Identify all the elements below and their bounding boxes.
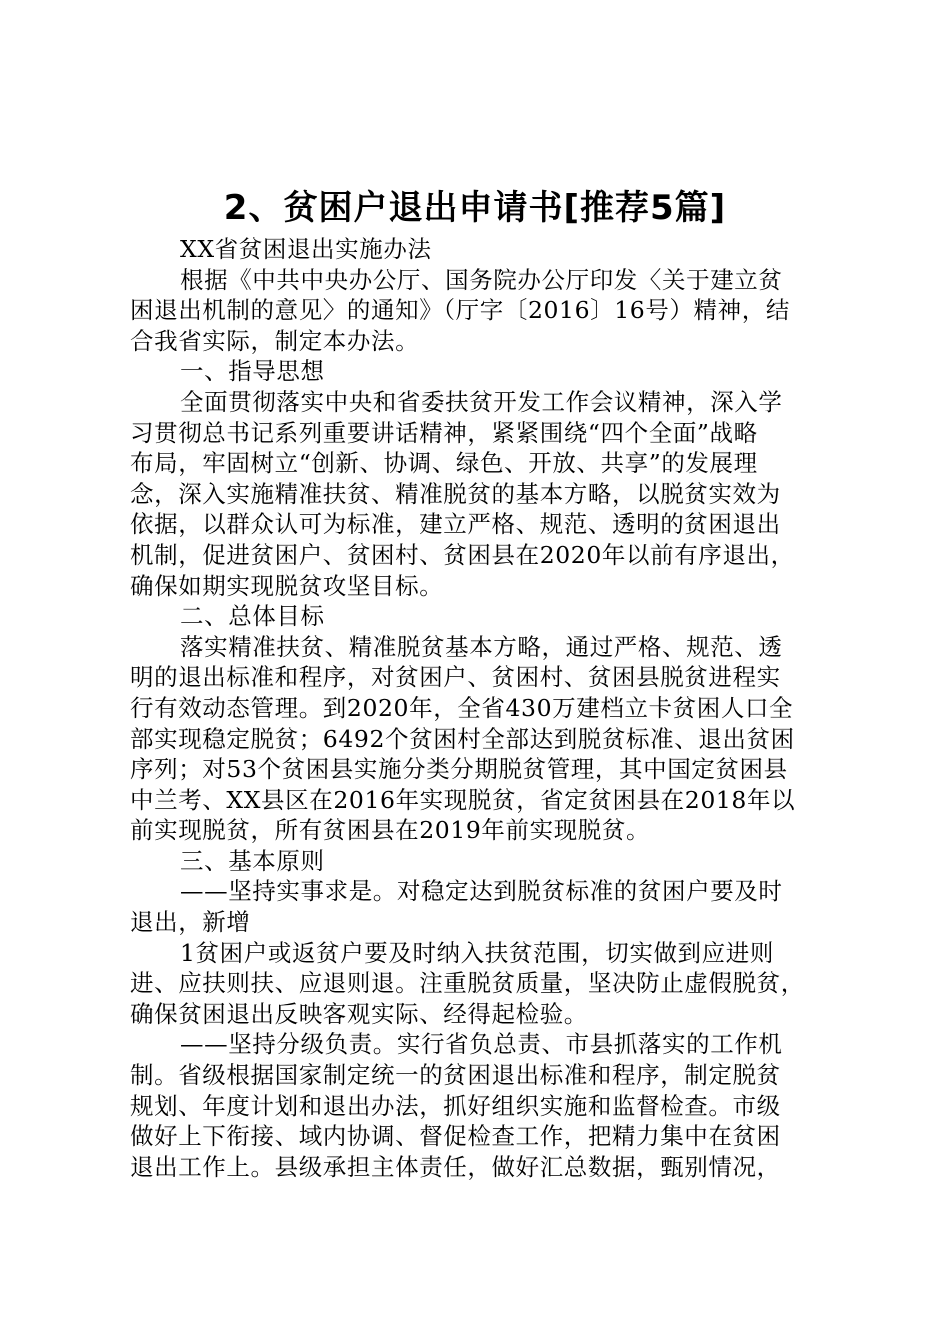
- body-line: 落实精准扶贫、精准脱贫基本方略，通过严格、规范、透: [180, 632, 783, 661]
- body-line: 二、总体目标: [180, 602, 325, 631]
- body-line: 退出工作上。县级承担主体责任，做好汇总数据，甄别情况，: [130, 1152, 781, 1181]
- body-line: 明的退出标准和程序，对贫困户、贫困村、贫困县脱贫进程实: [130, 663, 781, 692]
- body-line: 习贯彻总书记系列重要讲话精神，紧紧围绕“四个全面”战略: [130, 418, 758, 447]
- document-body: [130, 234, 830, 1182]
- body-line: 序列；对53个贫困县实施分类分期脱贫管理，其中国定贫困县: [130, 755, 788, 784]
- body-line: 前实现脱贫，所有贫困县在2019年前实现脱贫。: [130, 816, 651, 845]
- body-line: 全面贯彻落实中央和省委扶贫开发工作会议精神，深入学: [180, 387, 783, 416]
- body-line: 退出，新增: [130, 908, 251, 937]
- body-line: 困退出机制的意见〉的通知》（厅字〔2016〕16号）精神，结: [130, 296, 790, 325]
- body-line: XX省贫困退出实施办法: [180, 235, 432, 263]
- body-line: 规划、年度计划和退出办法，抓好组织实施和监督检查。市级: [130, 1091, 781, 1120]
- body-line: 三、基本原则: [180, 846, 325, 875]
- body-line: 1贫困户或返贫户要及时纳入扶贫范围，切实做到应进则: [180, 938, 774, 967]
- body-line: 确保如期实现脱贫攻坚目标。: [130, 571, 444, 600]
- body-line: 机制，促进贫困户、贫困村、贫困县在2020年以前有序退出，: [130, 540, 795, 569]
- body-line: 行有效动态管理。到2020年，全省430万建档立卡贫困人口全: [130, 693, 794, 722]
- body-line: 制。省级根据国家制定统一的贫困退出标准和程序，制定脱贫: [130, 1061, 781, 1090]
- body-line: 部实现稳定脱贫；6492个贫困村全部达到脱贫标准、退出贫困: [130, 724, 795, 753]
- body-line: ——坚持分级负责。实行省负总责、市县抓落实的工作机: [180, 1030, 783, 1059]
- body-line: 一、指导思想: [180, 357, 325, 386]
- body-line: 根据《中共中央办公厅、国务院办公厅印发〈关于建立贫: [180, 265, 783, 294]
- body-line: 做好上下衔接、域内协调、督促检查工作，把精力集中在贫困: [130, 1122, 781, 1151]
- body-line: 进、应扶则扶、应退则退。注重脱贫质量，坚决防止虚假脱贫，: [130, 969, 805, 998]
- body-line: 念，深入实施精准扶贫、精准脱贫的基本方略，以脱贫实效为: [130, 479, 781, 508]
- body-line: 合我省实际，制定本办法。: [130, 326, 420, 355]
- body-line: ——坚持实事求是。对稳定达到脱贫标准的贫困户要及时: [180, 877, 783, 906]
- body-line: 确保贫困退出反映客观实际、经得起检验。: [130, 999, 588, 1028]
- document-title: 2、贫困户退出申请书[推荐5篇]: [223, 188, 727, 228]
- body-line: 依据，以群众认可为标准，建立严格、规范、透明的贫困退出: [130, 510, 781, 539]
- body-line: 中兰考、XX县区在2016年实现脱贫，省定贫困县在2018年以: [130, 785, 796, 814]
- body-line: 布局，牢固树立“创新、协调、绿色、开放、共享”的发展理: [130, 449, 758, 478]
